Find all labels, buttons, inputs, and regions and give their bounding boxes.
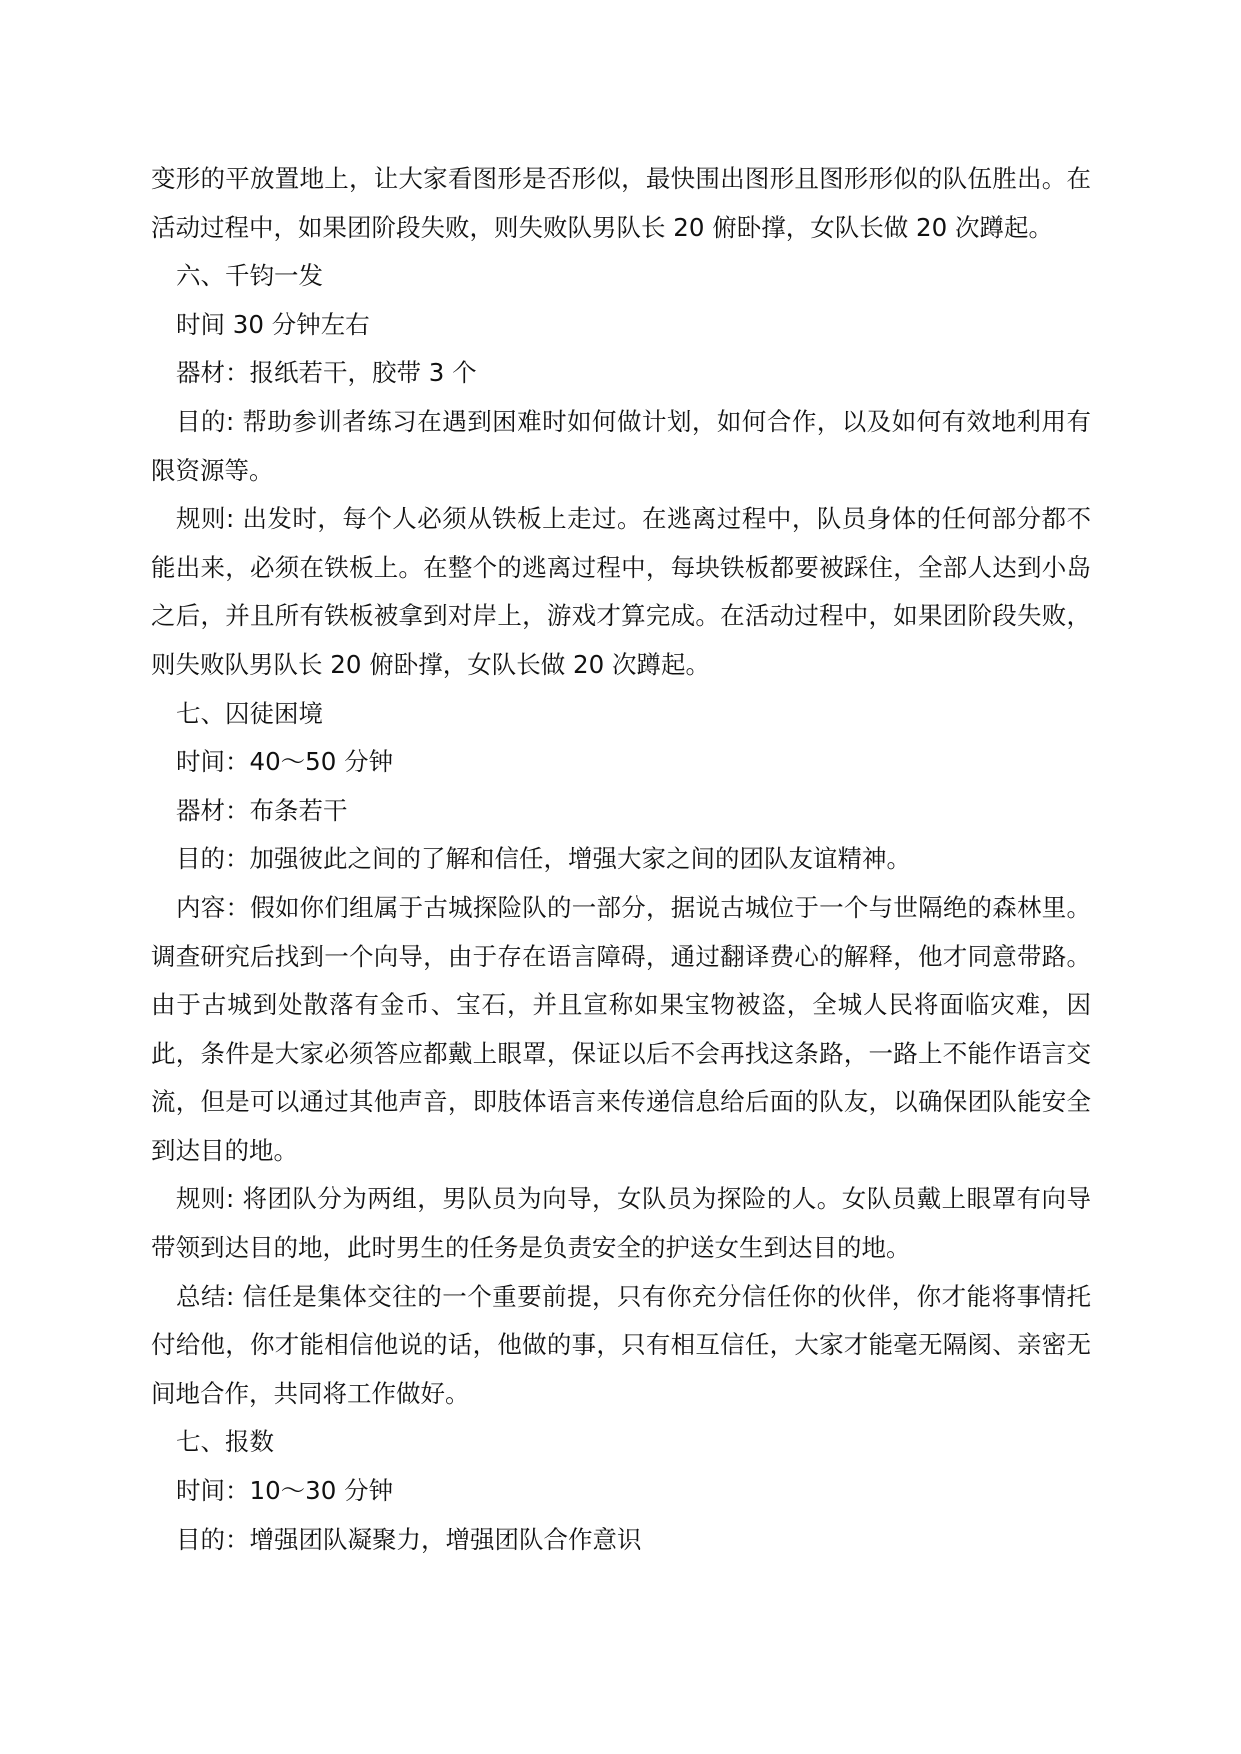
- section-heading-prisoners-dilemma: 七、囚徒困境: [176, 698, 323, 728]
- paragraph-time: 时间 30 分钟左右: [176, 309, 370, 339]
- paragraph-equipment: 器材：报纸若干，胶带 3 个: [176, 358, 477, 388]
- paragraph-purpose: 目的: 帮助参训者练习在遇到困难时如何做计划，如何合作，以及如何有效地利用有限资源等。: [151, 406, 1091, 485]
- paragraph-content: 内容：假如你们组属于古城探险队的一部分，据说古城位于一个与世隔绝的森林里。调查研究后找到一个向导，由于存在语言障碍，通过翻译费心的解释，他才同意带路。由于古城到处散落有金币、宝石，并且宣称如果宝物被盗，全城人民将面临灾难，因此，条件是大家必须答应都戴上眼罩，保证以后不会再找这条路，一路上不能作语言交流，但是可以通过其他声音，即肢体语言来传递信息给后面的队友，以确保团队能安全到达目的地。: [151, 892, 1091, 1165]
- paragraph-rules: 规则: 将团队分为两组，男队员为向导，女队员为探险的人。女队员戴上眼罩有向导带领到达目的地，此时男生的任务是负责安全的护送女生到达目的地。: [151, 1184, 1091, 1263]
- paragraph-purpose: 目的：增强团队凝聚力，增强团队合作意识: [176, 1524, 642, 1554]
- paragraph-rules: 规则: 出发时，每个人必须从铁板上走过。在逃离过程中，队员身体的任何部分都不能出来，必须在铁板上。在整个的逃离过程中，每块铁板都要被踩住，全部人达到小岛之后，并且所有铁板被拿到对岸上，游戏才算完成。在活动过程中，如果团阶段失败，则失败队男队长 20 俯卧撑，女队长做 20 次蹲起。: [151, 504, 1091, 679]
- document-page: [151, 155, 1091, 1564]
- paragraph-summary: 总结: 信任是集体交往的一个重要前提，只有你充分信任你的伙伴，你才能将事情托付给他，你才能相信他说的话，他做的事，只有相互信任，大家才能毫无隔阂、亲密无间地合作，共同将工作做好。: [151, 1281, 1091, 1408]
- paragraph-continued-rules: 变形的平放置地上，让大家看图形是否形似，最快围出图形且图形形似的队伍胜出。在活动过程中，如果团阶段失败，则失败队男队长 20 俯卧撑，女队长做 20 次蹲起。: [151, 164, 1091, 242]
- section-heading-qianjun-yifa: 六、千钧一发: [176, 261, 323, 291]
- section-heading-count-off: 七、报数: [176, 1427, 274, 1457]
- paragraph-equipment: 器材：布条若干: [176, 795, 348, 825]
- paragraph-purpose: 目的：加强彼此之间的了解和信任，增强大家之间的团队友谊精神。: [176, 844, 911, 874]
- paragraph-time: 时间：40～50 分钟: [176, 747, 394, 777]
- paragraph-time: 时间：10～30 分钟: [176, 1476, 394, 1506]
